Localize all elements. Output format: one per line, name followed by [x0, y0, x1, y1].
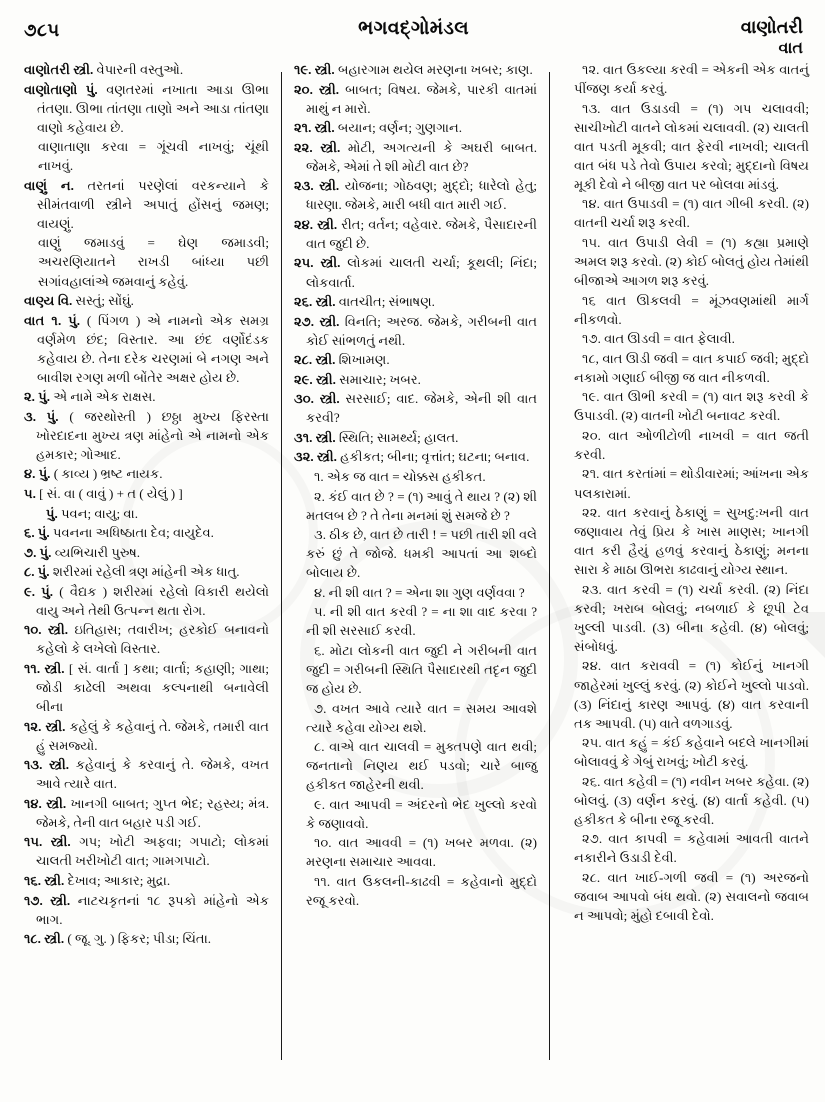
numbered-sense	[24, 523, 269, 542]
sense-number: ૧૦.	[24, 622, 42, 638]
entry-definition: તરતનાં પરણેલાં વરકન્યાને કે સીમંતવાળી સ્ત્રીને અપાતું હોંસનું જમણ; વાયણું.	[37, 177, 270, 231]
part-of-speech: સ્ત્રી.	[45, 718, 66, 734]
idiom-text: ૪. ની શી વાત ? = એના શા ગુણ વર્ણવવા ?	[314, 584, 525, 600]
sense-definition: સ્થિતિ; સામર્થ્ય; હાલત.	[338, 429, 459, 445]
idiom-entry	[294, 795, 537, 833]
part-of-speech: પું.	[85, 81, 98, 97]
numbered-sense	[294, 138, 537, 176]
idiom-entry	[294, 487, 537, 525]
idiom-text: ૨૦. વાત ઓળીટોળી નાખવી = વાત જતી કરવી.	[574, 427, 809, 462]
sense-definition: બયાન; વર્ણન; ગુણગાન.	[337, 120, 462, 136]
running-head-main: વાણોતરી	[740, 17, 803, 37]
idiom-text: ૫. ની શી વાત કરવી ? = ના શા વાદ કરવા ? ની શી સરસાઈ કરવી.	[306, 604, 538, 639]
part-of-speech: સ્ત્રી.	[46, 795, 67, 811]
numbered-sense	[24, 407, 269, 464]
idiom-text: ૧૫. વાત ઉપાડી લેવી = (૧) કહ્યા પ્રમાણે અમલ શરૂ કરવો. (૨) કોઈ બોલતું હોય તેમાંથી બીજાએ આગળ શરૂ કરવું.	[574, 234, 809, 289]
numbered-sense	[24, 387, 269, 406]
sense-definition: ગપ; ખોટી અફવા; ગપાટો; લોકમાં ચાલતી ખરીખોટી વાત; ગામગપાટો.	[36, 834, 269, 869]
idiom-entry	[562, 580, 809, 656]
idiom-text: ૧૬ વાત ઊકલવી = મૂંઝવણમાંથી માર્ગ નીકળવો.	[574, 292, 809, 327]
part-of-speech: સ્ત્રી.	[315, 294, 336, 310]
numbered-sense	[294, 118, 537, 137]
sense-definition: દેખાવ; આકાર; મુદ્રા.	[67, 872, 171, 888]
sense-number: ૨૭.	[294, 313, 315, 329]
sense-definition: સમાચાર; ખબર.	[339, 371, 421, 387]
idiom-entry	[562, 772, 809, 829]
sense-number: ૧૫.	[24, 834, 43, 850]
sense-definition: ( કાવ્ય ) ભ્રષ્ટ નાયક.	[53, 466, 163, 482]
idiom-entry	[562, 733, 809, 771]
sense-definition: લોકમાં ચાલતી ચર્ચા; કૂથલી; નિંદા; લોકવાર્તા.	[306, 255, 538, 290]
sense-number: ૬.	[24, 525, 35, 541]
numbered-sense	[294, 428, 537, 447]
column-1	[14, 54, 281, 1094]
sense-number: ૨.	[24, 389, 35, 405]
sense-definition: એ નામે એક રાક્ષસ.	[53, 389, 156, 405]
part-of-speech: પું.	[41, 583, 54, 599]
sense-number: ૨૬.	[294, 294, 313, 310]
running-head-sub: વાત	[778, 39, 803, 57]
idiom-text: ૨. કંઈ વાત છે ? = (૧) આવું તે થાય ? (૨) શી મતલબ છે ? તે તેના મનમાં શું સમજે છે ?	[306, 488, 538, 523]
numbered-sense	[294, 312, 537, 350]
numbered-sense	[24, 464, 269, 483]
sense-number: ૨૨.	[294, 139, 313, 155]
sense-continuation	[24, 504, 269, 523]
numbered-sense	[294, 447, 537, 466]
part-of-speech: સ્ત્રી.	[319, 391, 340, 407]
sense-definition: મોટી, અગત્યની કે અઘરી બાબત. જેમકે, એમાં તે શી મોટી વાત છે?	[306, 139, 538, 174]
sense-definition: રીત; વર્તન; વહેવાર. જેમકે, પૈસાદારની વાત જુદી છે.	[306, 216, 538, 251]
sense-number: ૩.	[24, 408, 36, 424]
idiom-entry	[562, 99, 809, 194]
sense-definition: શિખામણ.	[338, 352, 390, 368]
idiom-entry	[562, 829, 809, 867]
numbered-sense	[294, 176, 537, 214]
numbered-sense	[24, 717, 269, 755]
sense-number: ૯.	[24, 583, 36, 599]
sense-definition: કહેલું કે કહેવાનું તે. જેમકે, તમારી વાત હું સમજ્યો.	[36, 718, 269, 753]
dictionary-entry	[24, 291, 269, 310]
part-of-speech: પું.	[68, 312, 81, 328]
numbered-sense	[24, 543, 269, 562]
numbered-sense	[294, 80, 537, 118]
sense-definition: ( જરથોસ્તી ) છઠ્ઠા મુખ્ય ફિરસ્તા ખોરદાદના મુખ્ય ત્રણ માંહેનો એ નામનો એક હમકાર; ગોઆદ.	[36, 408, 269, 462]
numbered-sense	[294, 253, 537, 291]
idiom-text: ૨૫. વાત કહું = કંઈ કહેવાને બદલે ખાનગીમાં બોલાવવું કે ગેબું રાખવું; ખોટી કરવું.	[574, 735, 809, 770]
idiom-text: ૮. વાએ વાત ચાલવી = મુક્તપણે વાત થવી; જનતાનો નિણય થઈ પડવો; ચારે બાજુ હકીકત જાહેરની થવી.	[306, 739, 538, 793]
sense-definition: ( જૂ. ગુ. ) ફિકર; પીડા; ચિંતા.	[67, 931, 212, 947]
sense-number: ૨૧.	[294, 120, 312, 136]
sense-number: ૨૩.	[294, 178, 314, 194]
sense-number: ૧૧.	[24, 660, 41, 676]
idiom-entry	[562, 656, 809, 732]
part-of-speech: સ્ત્રી.	[49, 757, 70, 773]
idiom-entry	[294, 737, 537, 794]
column-2	[282, 54, 549, 1094]
entry-definition: સસ્તું; સોંઘું.	[75, 293, 134, 309]
numbered-sense	[294, 60, 537, 79]
entry-headword: વાણું	[24, 177, 48, 193]
idiom-entry	[562, 503, 809, 579]
idiom-entry	[294, 525, 537, 582]
sense-definition: [ સં. વાર્તા ] કથા; વાર્તા; કહાણી; ગાથા; જોડી કાઢેલી અથવા કલ્પનાથી બનાવેલી બીના	[36, 660, 269, 715]
sense-definition: ખાનગી બાબત; ગુપ્ત ભેદ; રહસ્ય; મંત્ર. જેમકે, તેની વાત બહાર પડી ગઈ.	[36, 795, 269, 830]
idiom-text: ૧૮, વાત ઊડી જવી = વાત કપાઈ જવી; મુદ્દો નકામો ગણાઈ બીજી જ વાત નીકળવી.	[574, 350, 809, 385]
part-of-speech: સ્ત્રી.	[314, 120, 335, 136]
idiom-text: ૧૧. વાત ઉકલની-કાઢવી = કહેવાનો મુદ્દો રજૂ કરવો.	[306, 873, 538, 909]
idiom-text: ૧૪. વાત ઉપાડવી = (૧) વાત ગીબી કરવી. (૨) વાતની ચર્ચા શરૂ કરવી.	[574, 196, 809, 231]
part-of-speech: પું.	[38, 389, 51, 405]
sense-number: ૩૦.	[294, 391, 314, 407]
entry-definition: વેપારની વસ્તુઓ.	[96, 62, 184, 77]
running-head	[683, 16, 803, 59]
part-of-speech: સ્ત્રી.	[316, 371, 336, 387]
idiom-entry	[294, 467, 537, 486]
numbered-sense	[24, 929, 269, 948]
phrase-entry	[24, 233, 269, 290]
numbered-sense	[24, 620, 269, 658]
sense-definition: હકીકત; બીના; વૃત્તાંત; ઘટના; બનાવ.	[340, 449, 530, 465]
part-of-speech: પું.	[46, 408, 59, 424]
sense-number: ૩૧.	[294, 429, 313, 445]
numbered-sense	[24, 659, 269, 716]
entry-headword: વાણ્ય	[24, 293, 55, 309]
page-number: ૭૮૫	[24, 20, 60, 40]
sense-definition: નાટચકૃતનાં ૧૮ રૂપકો માંહેનો એક ભાગ.	[36, 892, 269, 927]
idiom-entry	[294, 833, 537, 871]
part-of-speech: સ્ત્રી.	[44, 660, 65, 676]
idiom-entry	[294, 872, 537, 910]
numbered-sense	[294, 389, 537, 427]
sense-definition: બહારગામ થયેલ મરણના ખબર; કાણ.	[337, 62, 533, 77]
sense-number: ૧૪.	[24, 795, 42, 811]
idiom-entry	[562, 194, 809, 232]
idiom-text: ૧૦. વાત આવવી = (૧) ખબર મળવા. (૨) મરણના સમાચાર આવવા.	[306, 835, 538, 870]
part-of-speech: પું.	[37, 564, 50, 580]
numbered-sense	[24, 582, 269, 620]
sense-definition: બાબત; વિષય. જેમકે, પારકી વાતમાં માથું ન મારો.	[306, 81, 538, 116]
idiom-text: ૬. મોટા લોકની વાત જુદી ને ગરીબની વાત જુદી = ગરીબની સ્થિતિ પૈસાદારથી તદૃન જુદી જ હોય છે.	[306, 642, 538, 696]
numbered-sense	[24, 832, 269, 870]
idiom-entry	[562, 426, 809, 464]
phrase-text: વાણું જમાડવું = ઘેણ જમાડવી; અચરણિયાતને રાખડી બાંધ્યા પછી સગાંવહાલાંએ જમવાનું કહેવું.	[38, 235, 269, 289]
sense-number: ૭.	[24, 544, 37, 560]
part-of-speech: સ્ત્રી.	[44, 872, 65, 888]
idiom-text: ૨૨. વાત કરવાનું ઠેકાણું = સુખદુ:ખની વાત જણાવાય તેવું પ્રિય કે ખાસ માણસ; ખાનગી વાત કરી હૈયું હળવું કરવાનું ઠેકાણું; મનના સારા કે માઠા ઊભરા કાઢવાનું યોગ્ય સ્થાન.	[574, 505, 809, 578]
idiom-text: ૭. વખત આવે ત્યારે વાત = સમય આવશે ત્યારે કહેવા યોગ્ય થશે.	[306, 700, 538, 735]
sense-number: ૫.	[24, 486, 36, 502]
idiom-entry	[562, 329, 809, 348]
idiom-text: ૧. એક જ વાત = ચોક્કસ હકીકત.	[314, 468, 486, 484]
idiom-text: ૧૩. વાત ઉડાડવી = (૧) ગપ ચલાવવી; સાચીખોટી વાતને લોકમાં ચલાવવી. (૨) ચાલતી વાત પડતી મૂકવી; વાત ફેરવી નાખવી; ચાલતી વાત બંધ પડે તેવો ઉપાય કરવો; મુદ્દાનો વિષય મૂકી દેવો ને બીજી વાત પર બોલવા માંડવું.	[574, 100, 809, 192]
idiom-entry	[562, 349, 809, 387]
sense-definition: શરીરમાં રહેલી ત્રણ માંહેની એક ધાતુ.	[52, 564, 240, 580]
numbered-sense	[294, 215, 537, 253]
idiom-text: ૧૭. વાત ઊડવી = વાત ફેલાવી.	[582, 331, 735, 347]
sense-number: ૨૪.	[294, 216, 314, 232]
idiom-text: ૩. ઠીક છે, વાત છે તારી ! = પછી તારી શી વલે કરું છું તે જોજે. ધમકી આપતાં આ શબ્દો બોલાય છે.	[306, 527, 538, 581]
idiom-text: ૨૩. વાત કરવી = (૧) ચર્ચા કરવી. (૨) નિંદા કરવી; ખરાબ બોલવું; નબળાઈ કે છૂપી ટેવ ખુલ્લી પાડવી. (૩) બીના કહેવી. (૪) બોલવું; સંબોધવું.	[574, 581, 809, 654]
sense-number: ૨૮.	[294, 352, 313, 368]
idiom-entry	[294, 641, 537, 698]
dictionary-entry	[24, 311, 269, 387]
part-of-speech: સ્ત્રી.	[319, 178, 340, 194]
idiom-entry	[562, 868, 809, 925]
part-of-speech: સ્ત્રી.	[315, 352, 336, 368]
sense-number: ૧૯.	[294, 62, 312, 77]
idiom-entry	[562, 233, 809, 290]
part-of-speech: સ્ત્રી.	[315, 429, 336, 445]
dictionary-entry	[24, 60, 269, 79]
sense-number: ૧૩.	[24, 757, 43, 773]
idiom-text: ૧૨. વાત ઉકલ્યા કરવી = એકની એક વાતનું પીંજણ કર્યા કરવું.	[574, 62, 809, 97]
part-of-speech: પું.	[37, 525, 50, 541]
sense-definition: પવનના અધિષ્ઠાતા દેવ; વાયુદેવ.	[52, 525, 214, 541]
part-of-speech: પું.	[46, 505, 58, 521]
entry-headword: વાત ૧.	[24, 312, 62, 328]
sense-number: ૮.	[24, 564, 35, 580]
sense-definition: [ સં. વા ( વાવું ) + ત ( યેલું ) ]	[39, 486, 183, 502]
sense-definition: ઇતિહાસ; તવારીખ; હરકોઈ બનાવનો કહેલો કે લખેલો વિસ્તાર.	[36, 622, 269, 657]
sense-definition: સરસાઈ; વાદ. જેમકે, એની શી વાત કરવી?	[306, 391, 538, 426]
sense-number: ૨૯.	[294, 371, 313, 387]
numbered-sense	[294, 350, 537, 369]
sense-number: ૧૮.	[24, 931, 41, 947]
idiom-text: ૧૯. વાત ઊભી કરવી = (૧) વાત શરૂ કરવી કે ઉપાડવી. (૨) વાતની ખોટી બનાવટ કરવી.	[574, 389, 809, 424]
idiom-text: ૨૭. વાત કાપવી = કહેવામાં આવતી વાતને નકારીને ઉડાડી દેવી.	[574, 831, 809, 866]
idiom-text: ૨૧. વાત કરતાંમાં = થોડીવારમાં; આંખના એક પલકારામાં.	[574, 466, 809, 501]
part-of-speech: સ્ત્રી.	[48, 622, 68, 638]
numbered-sense	[294, 292, 537, 311]
sense-definition: વિનતિ; અરજ. જેમકે, ગરીબની વાત કોઈ સાંભળતું નથી.	[306, 313, 538, 348]
numbered-sense	[294, 370, 537, 389]
idiom-entry	[294, 699, 537, 737]
part-of-speech: સ્ત્રી.	[44, 931, 65, 947]
part-of-speech: સ્ત્રી.	[50, 834, 71, 850]
part-of-speech: સ્ત્રી.	[73, 62, 94, 77]
part-of-speech: સ્ત્રી.	[50, 892, 71, 908]
idiom-entry	[562, 387, 809, 425]
part-of-speech: સ્ત્રી.	[317, 216, 338, 232]
book-title: ભગવદ્ગોમંડલ	[358, 18, 469, 39]
part-of-speech: પું.	[39, 544, 52, 560]
part-of-speech: સ્ત્રી.	[320, 255, 341, 271]
text-columns	[0, 54, 825, 1094]
numbered-sense	[24, 871, 269, 890]
entry-definition: ( પિંગળ ) એ નામનો એક સમગ્ર વર્ણમેળ છંદ; વિસ્તાર. આ છંદ વર્ણોદંડક કહેવાય છે. તેના દરેક ચરણમાં બે નગણ અને બાવીશ રગણ મળી બોંતેર અક્ષર હોય છે.	[37, 312, 269, 385]
page-header	[0, 0, 825, 57]
sense-number: ૨૫.	[294, 255, 314, 271]
phrase-entry	[24, 137, 269, 175]
sense-number: ૧૨.	[24, 718, 42, 734]
part-of-speech: પું.	[38, 466, 51, 482]
sense-definition: યોજના; ગોઠવણ; મુદ્દો; ધારેલો હેતુ; ધારણા. જેમકે, મારી બધી વાત મારી ગઈ.	[306, 178, 538, 213]
sense-number: ૧૬.	[24, 872, 42, 888]
idiom-entry	[562, 291, 809, 329]
idiom-entry	[562, 60, 809, 98]
idiom-text: ૨૬. વાત કહેવી = (૧) નવીન ખબર કહેવા. (૨) બોલવું. (૩) વર્ણન કરવું. (૪) વાર્તા કહેવી. (૫) હકીકત કે બીના રજૂ કરવી.	[574, 773, 809, 827]
part-of-speech: સ્ત્રી.	[319, 81, 339, 97]
sense-number: ૩૨.	[294, 449, 314, 465]
sense-definition: પવન; વાયુ; વા.	[61, 505, 139, 521]
idiom-text: ૨૮. વાત ખાઈ-ગળી જવી = (૧) અરજનો જવાબ આપવો બંધ થવો. (૨) સવાલનો જવાબ ન આપવો; મુંહો દબાવી દેવો.	[574, 869, 809, 924]
part-of-speech: ન.	[60, 177, 74, 193]
column-3	[550, 54, 813, 1094]
numbered-sense	[24, 891, 269, 929]
numbered-sense	[24, 562, 269, 581]
sense-definition: વ્યભિચારી પુરુષ.	[54, 544, 141, 560]
dictionary-entry	[24, 80, 269, 137]
part-of-speech: સ્ત્રી.	[319, 313, 340, 329]
sense-definition: ( વૈદ્યક ) શરીરમાં રહેલો વિકારી થયેલો વાયુ અને તેથી ઉત્પન્ન થતા રોગ.	[36, 583, 270, 618]
idiom-text: ૨૪. વાત કરાવવી = (૧) કોઈનું ખાનગી જાહેરમાં ખુલ્લું કરવું. (૨) કોઈને ખુલ્લો પાડવો. (૩) નિંદાનું કારણ આપવું. (૪) વાત કરવાની તક આપવી. (૫) વાતે વળગાડવું.	[574, 658, 809, 731]
part-of-speech: સ્ત્રી.	[320, 139, 341, 155]
entry-definition: વણતરમાં નખાતા આડા ઊભા તંતણા. ઊભા તાંતણા તાણો અને આડા તાંતણા વાણો કહેવાય છે.	[37, 81, 269, 135]
entry-headword: વાણોતરી	[24, 62, 71, 77]
entry-headword: વાણોતાણો	[24, 81, 78, 97]
dictionary-entry	[24, 176, 269, 233]
idiom-entry	[562, 464, 809, 502]
sense-definition: વાતચીત; સંભાષણ.	[338, 294, 435, 310]
sense-number: ૪.	[24, 466, 36, 482]
numbered-sense	[24, 484, 269, 503]
numbered-sense	[24, 794, 269, 832]
part-of-speech: વિ.	[57, 293, 73, 309]
idiom-text: ૯. વાત આપવી = અંદરનો ભેદ ખુલ્લો કરવો કે જણાવવો.	[306, 796, 538, 831]
phrase-text: વાણાતાણા કરવા = ગૂંચવી નાખવું; ચૂંથી નાખવું.	[38, 139, 269, 174]
part-of-speech: સ્ત્રી.	[316, 449, 337, 465]
numbered-sense	[24, 755, 269, 793]
sense-definition: કહેવાનું કે કરવાનું તે. જેમકે, વખત આવે ત્યારે વાત.	[36, 757, 269, 792]
sense-number: ૨૦.	[294, 81, 313, 97]
sense-number: ૧૭.	[24, 892, 43, 908]
idiom-entry	[294, 602, 537, 640]
idiom-entry	[294, 583, 537, 602]
part-of-speech: સ્ત્રી.	[314, 62, 335, 77]
